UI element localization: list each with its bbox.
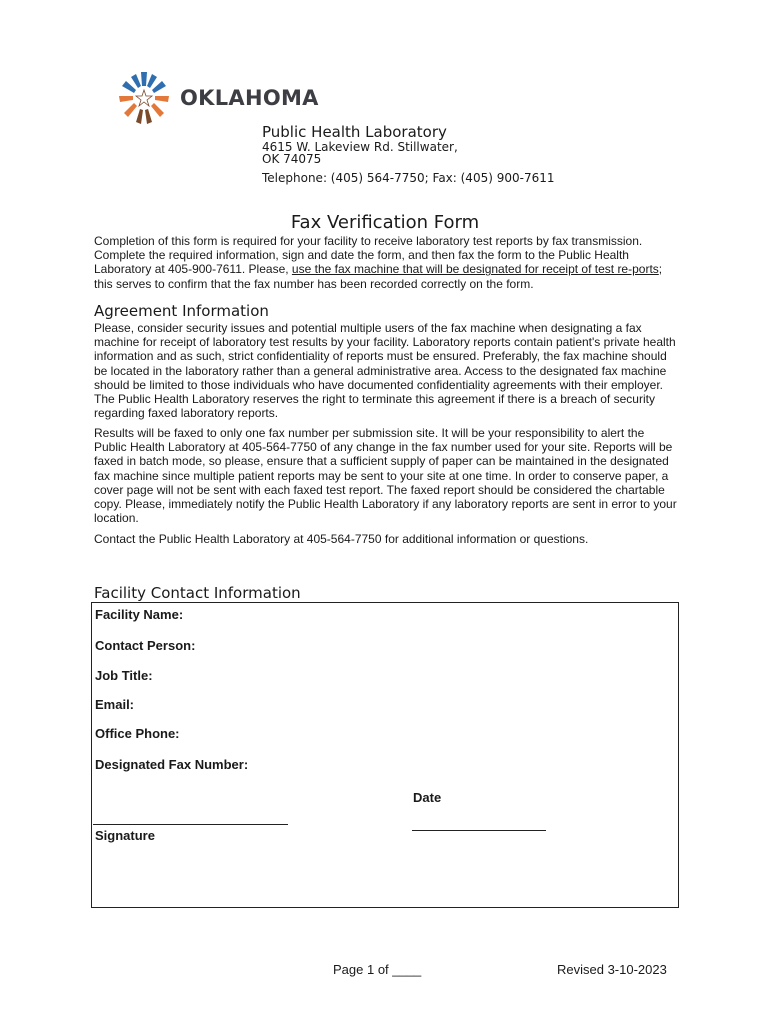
form-title: Fax Verification Form	[290, 212, 480, 233]
intro-text: Completion of this form is required for your facility to receive laboratory test reports by fax transmission. Complete the required information, sign and date the form, and then fax the form to the Public Health Laboratory at 405-900-7611. Please,	[94, 234, 643, 277]
oklahoma-logo	[118, 70, 319, 126]
lab-address-line1: 4615 W. Lakeview Rd. Stillwater,	[262, 140, 458, 154]
signature-line[interactable]	[93, 824, 288, 825]
revised-date: Revised 3-10-2023	[557, 962, 667, 977]
facility-title: Facility Contact Information	[94, 584, 301, 602]
agreement-paragraph-2: Results will be faxed to only one fax number per submission site. It will be your responsibility to alert the Public Health Laboratory at 405-564-7750 of any change in the fax number used for your site. Reports will be faxed in batch mode, so please, ensure that a sufficient supply of paper can be maintained in the designated fax machine since multiple patient reports may be sent to your site at one time. In order to conserve paper, a cover page will not be sent with each faxed test report. The faxed report should be considered the chartable copy. Please, immediately notify the Public Health Laboratory if any laboratory reports are sent in error to your location.	[94, 426, 677, 526]
job-title-field[interactable]: Job Title:	[95, 668, 153, 683]
lab-info	[262, 124, 554, 185]
oklahoma-star-icon	[118, 70, 174, 126]
facility-name-field[interactable]: Facility Name:	[95, 607, 184, 622]
logo-text: OKLAHOMA	[180, 86, 319, 110]
agreement-paragraph-3: Contact the Public Health Laboratory at 405-564-7750 for additional information or questions.	[94, 532, 589, 546]
agreement-title: Agreement Information	[94, 302, 269, 320]
agreement-paragraph-1: Please, consider security issues and potential multiple users of the fax machine when designating a fax machine for receipt of laboratory test results by your facility. Laboratory reports contain patient's private health information and as such, strict confidentiality of reports must be ensured. Preferably, the fax machine should be located in the laboratory rather than a general administrative area. Access to the designated fax machine should be limited to those individuals who have documented confidentiality agreements with their employer. The Public Health Laboratory reserves the right to terminate this agreement if there is a breach of security regarding faxed laboratory reports.	[94, 321, 676, 421]
contact-person-field[interactable]: Contact Person:	[95, 638, 196, 653]
lab-address-line2: OK 74075	[262, 152, 322, 166]
fax-number-field[interactable]: Designated Fax Number:	[95, 757, 249, 772]
date-line[interactable]	[412, 830, 546, 831]
lab-phone: Telephone: (405) 564-7750; Fax: (405) 900-7611	[262, 171, 555, 185]
office-phone-field[interactable]: Office Phone:	[95, 726, 180, 741]
email-field[interactable]: Email:	[95, 697, 135, 712]
intro-paragraph	[94, 234, 679, 291]
page-number: Page 1 of ____	[333, 962, 422, 977]
intro-text-end: ; this serves to confirm that the fax number has been recorded correctly on the form.	[94, 262, 663, 291]
lab-name: Public Health Laboratory	[262, 123, 447, 141]
date-label: Date	[413, 790, 442, 805]
intro-underlined-text: use the fax machine that will be designated for receipt of test re-ports	[291, 262, 659, 277]
signature-label: Signature	[95, 828, 155, 843]
